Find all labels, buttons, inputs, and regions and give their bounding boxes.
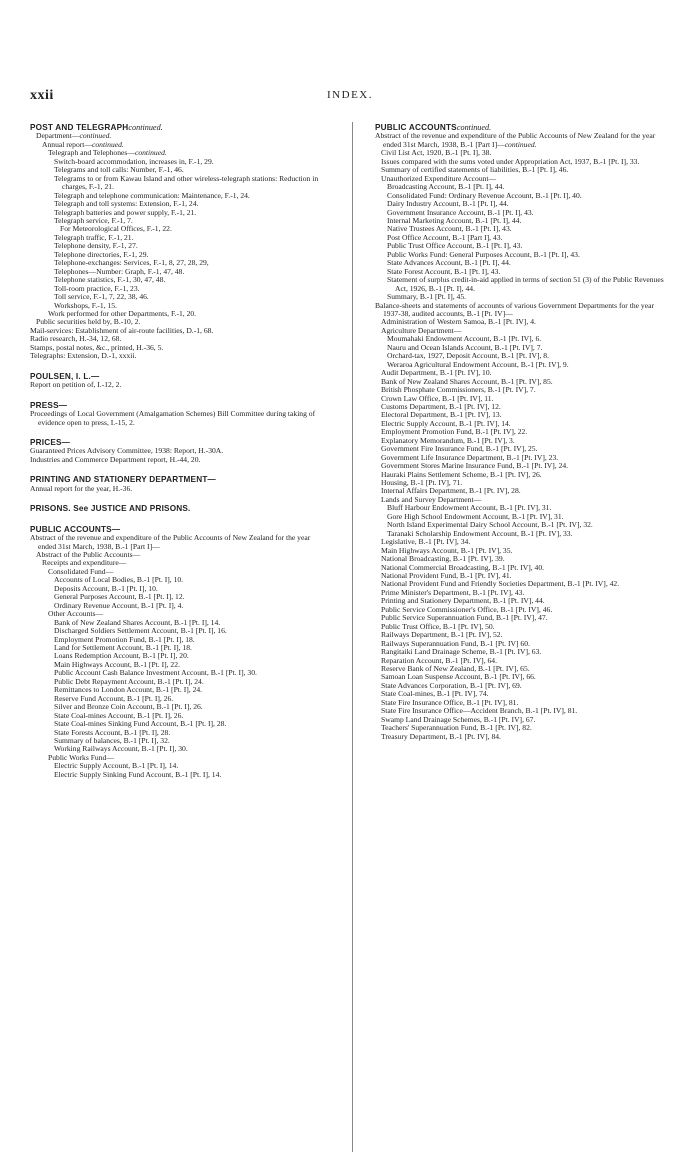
entry-text: PRINTING AND STATIONERY DEPARTMENT— (30, 475, 216, 485)
entry-text: Telegrams and toll calls: Number, F.-1, 46. (54, 165, 184, 175)
index-entry (30, 771, 322, 779)
page-title: INDEX. (327, 89, 373, 101)
entry-text: Public securities held by, B.-10, 2. (36, 317, 141, 327)
index-entry (30, 456, 322, 464)
entry-text: Native Trustees Account, B.-1 [Pt. I], 43. (387, 224, 512, 234)
entry-text: State Coal-mines, B.-1 [Pt. IV], 74. (381, 689, 489, 699)
entry-text: Internal Marketing Account, B.-1 [Pt. I], 44. (387, 215, 522, 225)
entry-text: Crown Law Office, B.-1 [Pt. IV], 11. (381, 393, 494, 403)
entry-text: Summary of balances, B.-1 [Pt. I], 32. (54, 736, 170, 745)
entry-text: Unauthorized Expenditure Account— (381, 173, 497, 183)
entry-text: State Advances Corporation, B.-1 [Pt. IV], 69. (381, 680, 522, 690)
entry-text: Annual report for the year, H.-36. (30, 483, 133, 493)
entry-text: Electric Supply Sinking Fund Account, B.-1 [Pt. I], 14. (54, 769, 222, 779)
entry-text: Toll-room practice, F.-1, 23. (54, 283, 140, 293)
page-number: xxii (30, 88, 54, 103)
entry-text: Consolidated Fund— (48, 566, 114, 576)
entry-text: Switch-board accommodation, increases in, F.-1, 29. (54, 156, 214, 166)
continued-label: continued. (128, 123, 163, 132)
entry-text: Balance-sheets and statements of accounts of various Government Departments for the year 1937-38, audited accounts, B.-1 [Pt. IV]— (375, 300, 654, 318)
entry-text: Stamps, postal notes, &c., printed, H.-36, 5. (30, 342, 164, 352)
entry-text: Consolidated Fund: Ordinary Revenue Account, B.-1 [Pt. I], 40. (387, 190, 582, 200)
entry-text: Working Railways Account, B.-1 [Pt. I], 30. (54, 744, 188, 754)
entry-text: Telegraph batteries and power supply, F.-1, 21. (54, 207, 197, 217)
entry-text: PRICES— (30, 437, 71, 447)
continued-label: continued. (91, 139, 124, 149)
entry-text: Civil List Act, 1920, B.-1 [Pt. I], 38. (381, 148, 492, 158)
entry-text: State Coal-mines Sinking Fund Account, B.-1 [Pt. I], 28. (54, 719, 227, 729)
entry-text: Employment Promotion Fund, B.-1 [Pt. I], 18. (54, 634, 195, 644)
entry-text: Bank of New Zealand Shares Account, B.-1 [Pt. IV], 85. (381, 376, 553, 386)
entry-text: PUBLIC ACCOUNTS (375, 123, 457, 132)
entry-text: Treasury Department, B.-1 [Pt. IV], 84. (381, 731, 501, 741)
entry-text: State Fire Insurance Office—Accident Branch, B.-1 [Pt. IV], 81. (381, 706, 578, 716)
entry-text: PUBLIC ACCOUNTS— (30, 524, 121, 534)
entry-text: Silver and Bronze Coin Account, B.-1 [Pt. I], 26. (54, 702, 203, 712)
entry-text: Government Life Insurance Department, B.-1 [Pt. IV], 23. (381, 452, 559, 462)
index-entry (375, 276, 667, 293)
index-entry (30, 352, 322, 360)
entry-text: Public Service Commissioner's Office, B.-1 [Pt. IV], 46. (381, 604, 553, 614)
entry-text: Moumahaki Endowment Account, B.-1 [Pt. IV], 6. (387, 334, 542, 344)
entry-text: Administration of Western Samoa, B.-1 [Pt. IV], 4. (381, 317, 536, 327)
entry-text: Post Office Account, B.-1 [Part I], 43. (387, 232, 503, 242)
entry-text: Telephones—Number: Graph, F.-1, 47, 48. (54, 266, 185, 276)
entry-text: State Coal-mines Account, B.-1 [Pt. I], 26. (54, 710, 184, 720)
entry-text: Ordinary Revenue Account, B.-1 [Pt. I], 4. (54, 600, 184, 610)
entry-text: Employment Promotion Fund, B.-1 [Pt. IV], 22. (381, 427, 528, 437)
entry-text: State Advances Account, B.-1 [Pt. I], 44. (387, 258, 511, 268)
page-header (30, 88, 670, 104)
entry-text: Proceedings of Local Government (Amalgamation Schemes) Bill Committee during taking of evidence open to press, I.-15, 2. (30, 409, 316, 427)
index-entry (375, 733, 667, 741)
entry-text: Accounts of Local Bodies, B.-1 [Pt. I], 10. (54, 575, 184, 585)
entry-text: Public Works Fund— (48, 752, 114, 762)
entry-text: Explanatory Memorandum, B.-1 [Pt. IV], 3. (381, 435, 515, 445)
entry-text: Public Debt Repayment Account, B.-1 [Pt. I], 24. (54, 676, 204, 686)
entry-text: Summary, B.-1 [Pt. I], 45. (387, 292, 467, 302)
entry-text: Department— (36, 131, 80, 141)
entry-text: Other Accounts— (48, 609, 104, 619)
entry-text: Reserve Fund Account, B.-1 [Pt. I], 26. (54, 693, 174, 703)
entry-text: PRESS— (30, 400, 68, 410)
entry-text: Legislative, B.-1 [Pt. IV], 34. (381, 537, 471, 547)
entry-text: North Island Experimental Dairy School Account, B.-1 [Pt. IV], 32. (387, 520, 593, 530)
entry-text: State Forests Account, B.-1 [Pt. I], 28. (54, 727, 171, 737)
entry-text: Telegraph and toll systems: Extension, F.-1, 24. (54, 199, 199, 209)
entry-text: Broadcasting Account, B.-1 [Pt. I], 44. (387, 182, 505, 192)
entry-text: Housing, B.-1 [Pt. IV], 71. (381, 478, 463, 488)
entry-text: Railways Superannuation Fund, B.-1 [Pt. IV] 60. (381, 638, 530, 648)
entry-text: Bank of New Zealand Shares Account, B.-1 [Pt. I], 14. (54, 617, 221, 627)
entry-text: Guaranteed Prices Advisory Committee, 1938: Report, H.-30A. (30, 446, 224, 456)
entry-text: National Broadcasting, B.-1 [Pt. IV], 39. (381, 554, 505, 564)
entry-text: Issues compared with the sums voted under Appropriation Act, 1937, B.-1 [Pt. I], 33. (381, 156, 640, 166)
entry-text: Weraroa Agricultural Endowment Account, B.-1 [Pt. IV], 9. (387, 359, 569, 369)
entry-text: Dairy Industry Account, B.-1 [Pt. I], 44. (387, 199, 509, 209)
entry-text: Public Account Cash Balance Investment Account, B.-1 [Pt. I], 30. (54, 668, 257, 678)
index-entry (30, 175, 322, 192)
entry-text: Government Insurance Account, B.-1 [Pt. I], 43. (387, 207, 534, 217)
entry-text: POST AND TELEGRAPH (30, 123, 129, 132)
entry-text: Remittances to London Account, B.-1 [Pt. I], 24. (54, 685, 203, 695)
entry-text: Customs Department, B.-1 [Pt. IV], 12. (381, 401, 501, 411)
left-column (30, 124, 322, 779)
entry-text: Work performed for other Departments, F.-1, 20. (48, 308, 197, 318)
entry-text: Telegraph traffic, F.-1, 21. (54, 232, 134, 242)
entry-text: For Meteorological Offices, F.-1, 22. (60, 224, 172, 234)
entry-text: Government Stores Marine Insurance Fund, B.-1 [Pt. IV], 24. (381, 461, 569, 471)
index-entry (375, 132, 667, 149)
entry-text: Deposits Account, B.-1 [Pt. I], 10. (54, 583, 158, 593)
entry-text: Statement of surplus credit-in-aid applied in terms of section 51 (3) of the Public Revenues Act, 1926, B.-1 [Pt. I], 44. (387, 275, 664, 293)
entry-text: POULSEN, I. L.— (30, 371, 100, 381)
entry-text: Railways Department, B.-1 [Pt. IV], 52. (381, 630, 503, 640)
entry-text: Samoan Loan Suspense Account, B.-1 [Pt. IV], 66. (381, 672, 536, 682)
index-entry (30, 410, 322, 427)
entry-text: Annual report— (42, 139, 92, 149)
entry-text: State Forest Account, B.-1 [Pt. I], 43. (387, 266, 501, 276)
entry-text: Agriculture Department— (381, 325, 462, 335)
index-entry (30, 381, 322, 389)
entry-text: Government Fire Insurance Fund, B.-1 [Pt. IV], 25. (381, 444, 538, 454)
entry-text: PRISONS. See JUSTICE AND PRISONS. (30, 504, 191, 514)
entry-text: Discharged Soldiers Settlement Account, B.-1 [Pt. I], 16. (54, 626, 227, 636)
entry-text: Telegraph and Telephones— (48, 148, 135, 158)
entry-text: Prime Minister's Department, B.-1 [Pt. IV], 43. (381, 587, 525, 597)
entry-text: Printing and Stationery Department, B.-1 [Pt. IV], 44. (381, 596, 545, 606)
entry-text: Telephone statistics, F.-1, 30, 47, 48. (54, 275, 166, 285)
entry-text: Electoral Department, B.-1 [Pt. IV], 13. (381, 410, 502, 420)
entry-text: Bluff Harbour Endowment Account, B.-1 [Pt. IV], 31. (387, 503, 552, 513)
entry-text: Report on petition of, I.-12, 2. (30, 380, 122, 390)
entry-text: Telegraph and telephone communication: Maintenance, F.-1, 24. (54, 190, 250, 200)
entry-text: Taranaki Scholarship Endowment Account, B.-1 [Pt. IV], 33. (387, 528, 573, 538)
entry-text: Rangitaiki Land Drainage Scheme, B.-1 [Pt. IV], 63. (381, 647, 542, 657)
entry-text: Abstract of the revenue and expenditure of the Public Accounts of New Zealand for the year ended 31st March, 1938, B.-1 [Part I]— (375, 131, 656, 149)
entry-text: Reparation Account, B.-1 [Pt. IV], 64. (381, 655, 497, 665)
entry-text: General Purposes Account, B.-1 [Pt. I], 12. (54, 592, 185, 602)
entry-text: Receipts and expenditure— (42, 558, 127, 568)
entry-text: State Fire Insurance Office, B.-1 [Pt. IV], 81. (381, 697, 519, 707)
continued-label: continued. (79, 131, 112, 141)
entry-text: Telegrams to or from Kawau Island and other wireless-telegraph stations: Reduction in charges, F.-1, 21. (54, 173, 319, 192)
index-heading (30, 505, 322, 513)
entry-text: Telephone directories, F.-1, 29. (54, 249, 149, 259)
entry-text: National Provident Fund, B.-1 [Pt. IV], 41. (381, 571, 512, 581)
column-divider (352, 122, 353, 1152)
entry-text: Workshops, F.-1, 15. (54, 300, 117, 310)
entry-text: Telegraph service, F.-1, 7. (54, 215, 133, 225)
continued-label: continued. (504, 139, 537, 149)
entry-text: Public Service Superannuation Fund, B.-1 [Pt. IV], 47. (381, 613, 548, 623)
entry-text: Toll service, F.-1, 7, 22, 38, 46. (54, 292, 149, 302)
index-entry (375, 302, 667, 319)
entry-text: Nauru and Ocean Islands Account, B.-1 [Pt. IV], 7. (387, 342, 543, 352)
entry-text: Orchard-tax, 1927, Deposit Account, B.-1 [Pt. IV], 8. (387, 351, 549, 361)
entry-text: Public Works Fund: General Purposes Account, B.-1 [Pt. I], 43. (387, 249, 580, 259)
entry-text: Land for Settlement Account, B.-1 [Pt. I], 18. (54, 643, 192, 653)
entry-text: Teachers' Superannuation Fund, B.-1 [Pt. IV], 82. (381, 723, 532, 733)
entry-text: Audit Department, B.-1 [Pt. IV], 10. (381, 368, 492, 378)
index-entry (30, 485, 322, 493)
entry-text: Summary of certified statements of liabilities, B.-1 [Pt. I], 46. (381, 165, 569, 175)
entry-text: Reserve Bank of New Zealand, B.-1 [Pt. IV], 65. (381, 664, 530, 673)
continued-label: continued. (456, 123, 492, 132)
entry-text: Electric Supply Account, B.-1 [Pt. IV], 14. (381, 418, 511, 428)
entry-text: Swamp Land Drainage Schemes, B.-1 [Pt. IV], 67. (381, 714, 536, 724)
entry-text: Radio research, H.-34, 12, 68. (30, 334, 122, 344)
entry-text: Abstract of the Public Accounts— (36, 550, 141, 560)
entry-text: National Commercial Broadcasting, B.-1 [Pt. IV], 40. (381, 562, 545, 572)
entry-text: Public Trust Office Account, B.-1 [Pt. I], 43. (387, 241, 523, 251)
continued-label: continued. (134, 148, 167, 158)
entry-text: Gore High School Endowment Account, B.-1 [Pt. IV], 31. (387, 511, 564, 521)
entry-text: Hauraki Plains Settlement Scheme, B.-1 [Pt. IV], 26. (381, 469, 542, 479)
entry-text: Telephone density, F.-1, 27. (54, 241, 138, 251)
entry-text: Electric Supply Account, B.-1 [Pt. I], 14. (54, 761, 179, 771)
right-column (375, 124, 667, 741)
entry-text: Lands and Survey Department— (381, 494, 482, 504)
entry-text: Main Highways Account, B.-1 [Pt. IV], 35. (381, 545, 513, 555)
entry-text: Mail-services: Establishment of air-route facilities, D.-1, 68. (30, 325, 214, 335)
entry-text: Telegraphs: Extension, D.-1, xxxii. (30, 351, 137, 361)
entry-text: National Provident Fund and Friendly Societies Department, B.-1 [Pt. IV], 42. (381, 579, 620, 589)
entry-text: Public Trust Office, B.-1 [Pt. IV], 50. (381, 621, 495, 631)
entry-text: Abstract of the revenue and expenditure of the Public Accounts of New Zealand for the year ended 31st March, 1938, B.-1 [Part I]— (30, 533, 311, 551)
index-entry (30, 534, 322, 551)
entry-text: Telephone-exchanges: Services, F.-1, 8, 27, 28, 29, (54, 258, 209, 268)
entry-text: Main Highways Account, B.-1 [Pt. I], 22. (54, 659, 180, 669)
entry-text: British Phosphate Commissioners, B.-1 [Pt. IV], 7. (381, 385, 536, 395)
entry-text: Industries and Commerce Department report, H.-44, 20. (30, 454, 201, 464)
entry-text: Internal Affairs Department, B.-1 [Pt. IV], 28. (381, 486, 521, 496)
entry-text: Loans Redemption Account, B.-1 [Pt. I], 20. (54, 651, 189, 661)
